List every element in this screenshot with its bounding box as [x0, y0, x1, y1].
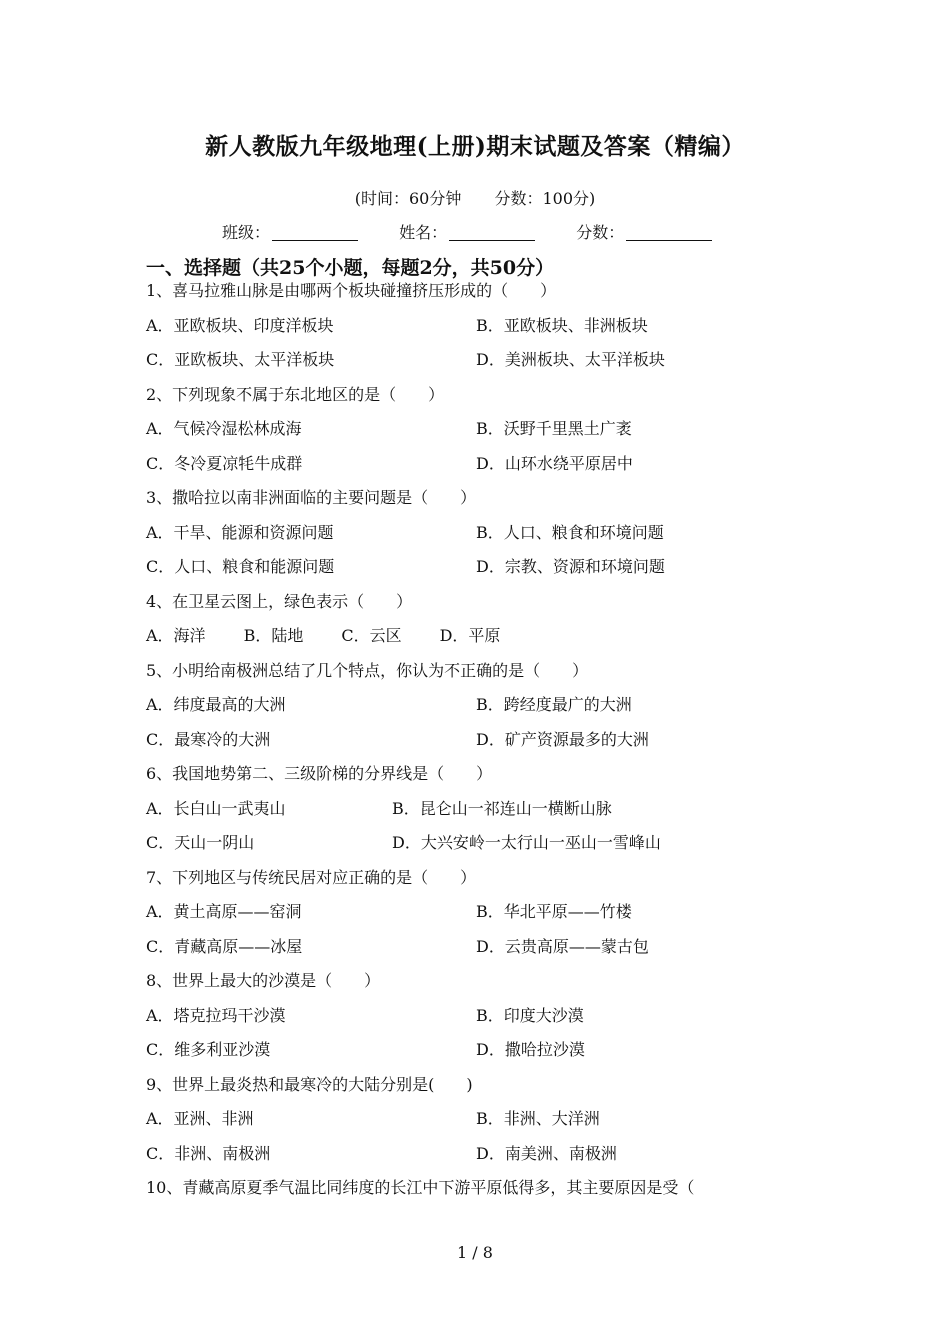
page-title: 新人教版九年级地理(上册)期末试题及答案（精编） [205, 133, 745, 160]
option-row [146, 313, 826, 348]
question-stem: 10、青藏高原夏季气温比同纬度的长江中下游平原低得多，其主要原因是受（ [146, 1178, 695, 1197]
option-a: A．塔克拉玛干沙漠 [146, 1005, 286, 1025]
option-b: B．非洲、大洋洲 [476, 1109, 600, 1128]
option-a: A．亚洲、非洲 [146, 1109, 254, 1128]
option-c: C．非洲、南极洲 [146, 1143, 271, 1163]
option-a: A．亚欧板块、印度洋板块 [146, 315, 334, 335]
name-label: 姓名： [399, 223, 448, 242]
option-row [146, 727, 826, 762]
question-stem: 1、喜马拉雅山脉是由哪两个板块碰撞挤压形成的（ ） [146, 281, 557, 300]
option-row [146, 1141, 826, 1176]
option-d: D．大兴安岭一太行山一巫山一雪峰山 [392, 833, 661, 852]
option-a: A．海洋 [146, 626, 206, 645]
option-row [146, 520, 826, 555]
option-c: C．青藏高原——冰屋 [146, 936, 303, 956]
option-row [146, 796, 826, 831]
class-field [222, 220, 358, 243]
class-label: 班级： [222, 223, 271, 242]
question-stem: 2、下列现象不属于东北地区的是（ ） [146, 384, 445, 404]
question-stem: 5、小明给南极洲总结了几个特点，你认为不正确的是（ ） [146, 660, 589, 680]
option-d: D．山环水绕平原居中 [476, 453, 633, 473]
name-blank[interactable] [449, 224, 535, 241]
option-c: C．冬冷夏凉牦牛成群 [146, 453, 303, 473]
option-d: D．撒哈拉沙漠 [476, 1040, 585, 1059]
option-b: B．沃野千里黑土广袤 [476, 419, 632, 438]
option-a: A．长白山一武夷山 [146, 798, 286, 818]
question-stem: 6、我国地势第二、三级阶梯的分界线是（ ） [146, 764, 493, 783]
section-heading-choice: 一、选择题（共25个小题，每题2分，共50分） [146, 257, 555, 279]
option-b: B．华北平原——竹楼 [476, 902, 632, 921]
option-row [146, 899, 826, 934]
option-row [146, 1003, 826, 1038]
option-row [146, 1037, 826, 1072]
option-row [146, 554, 826, 589]
option-c: C．云区 [341, 626, 402, 645]
option-a: A．气候冷湿松林成海 [146, 419, 302, 438]
option-b: B．人口、粮食和环境问题 [476, 522, 664, 542]
option-c: C．天山一阴山 [146, 833, 255, 852]
option-b: B．陆地 [243, 626, 304, 645]
exam-time: (时间：60分钟 [354, 189, 462, 208]
question-stem: 8、世界上最大的沙漠是（ ） [146, 971, 381, 990]
score-label: 分数： [576, 223, 625, 242]
exam-total-score: 分数：100分) [494, 189, 596, 208]
option-b: B．跨经度最广的大洲 [476, 695, 632, 714]
option-row [146, 830, 826, 865]
question-list [146, 278, 826, 1210]
student-info-fields [222, 220, 748, 243]
option-row [146, 692, 826, 727]
option-d: D．云贵高原——蒙古包 [476, 936, 649, 956]
option-c: C．最寒冷的大洲 [146, 729, 271, 749]
option-c: C．人口、粮食和能源问题 [146, 557, 335, 576]
option-row [146, 347, 826, 382]
option-row [146, 451, 826, 486]
question-stem: 4、在卫星云图上，绿色表示（ ） [146, 591, 413, 611]
option-b: B．昆仑山一祁连山一横断山脉 [392, 798, 612, 818]
question-stem: 7、下列地区与传统民居对应正确的是（ ） [146, 867, 477, 887]
question-stem: 9、世界上最炎热和最寒冷的大陆分别是( ) [146, 1074, 473, 1094]
option-row [146, 623, 826, 658]
option-c: C．维多利亚沙漠 [146, 1040, 271, 1059]
class-blank[interactable] [272, 224, 358, 241]
option-d: D．美洲板块、太平洋板块 [476, 350, 665, 369]
option-b: B．印度大沙漠 [476, 1005, 584, 1025]
option-d: D．矿产资源最多的大洲 [476, 729, 649, 749]
page-number: 1 / 8 [457, 1243, 493, 1262]
option-d: D．南美洲、南极洲 [476, 1143, 617, 1163]
option-row [146, 416, 826, 451]
option-a: A．纬度最高的大洲 [146, 695, 286, 714]
option-d: D．平原 [439, 626, 501, 645]
name-field [399, 220, 535, 243]
option-b: B．亚欧板块、非洲板块 [476, 315, 648, 335]
question-stem: 3、撒哈拉以南非洲面临的主要问题是（ ） [146, 488, 477, 507]
option-a: A．干旱、能源和资源问题 [146, 522, 334, 542]
option-a: A．黄土高原——窑洞 [146, 902, 302, 921]
exam-info [0, 186, 950, 209]
score-field [576, 220, 712, 243]
score-blank[interactable] [626, 224, 712, 241]
option-row [146, 934, 826, 969]
option-d: D．宗教、资源和环境问题 [476, 557, 665, 576]
option-c: C．亚欧板块、太平洋板块 [146, 350, 335, 369]
option-row [146, 1106, 826, 1141]
